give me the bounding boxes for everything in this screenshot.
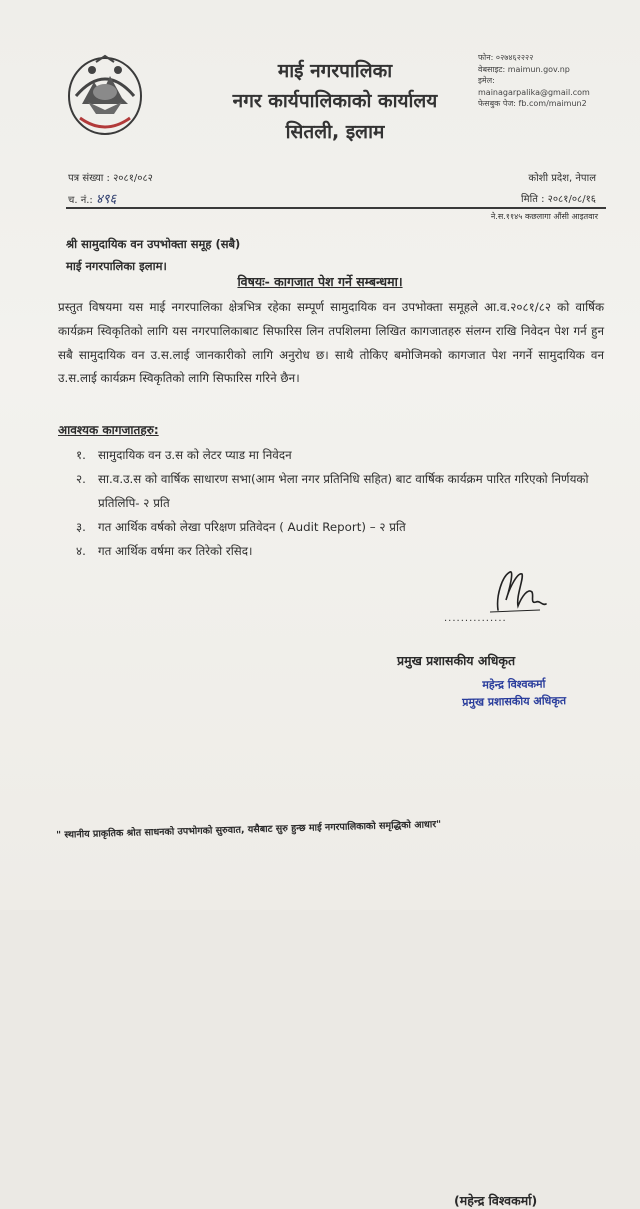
- subject-text: विषयः- कागजात पेश गर्ने सम्बन्धमा।: [237, 274, 403, 289]
- requirements-list: [76, 443, 606, 563]
- stamp-title: प्रमुख प्रशासकीय अधिकृत: [462, 694, 567, 709]
- header-divider: [66, 207, 606, 209]
- recipient-line-1: श्री सामुदायिक वन उपभोक्ता समूह (सबै): [66, 237, 241, 251]
- list-item-text: गत आर्थिक वर्षमा कर तिरेको रसिद।: [98, 544, 253, 558]
- list-item: [76, 443, 606, 467]
- list-item-number: १.: [76, 448, 86, 462]
- list-item: [76, 539, 606, 563]
- office-name: माई नगरपालिका: [277, 60, 393, 82]
- contact-website: वेबसाइट: maimun.gov.np: [478, 64, 570, 74]
- contact-facebook: फेसबुक पेज: fb.com/maimun2: [478, 99, 587, 108]
- official-stamp: [444, 675, 585, 711]
- requirements-heading: आवश्यक कागजातहरु:: [58, 423, 159, 437]
- footer-motto: " स्थानीय प्राकृतिक श्रोत साधनको उपभोगको सुरुवात, यसैबाट सुरु हुन्छ माई नगरपालिकाको समृद्धिको आधार": [55, 819, 442, 841]
- list-item-text: सा.व.उ.स को वार्षिक साधारण सभा(आम भेला नगर प्रतिनिधि सहित) बाट वार्षिक कार्यक्रम पारित गरिएको निर्णयको प्रतिलिपि- २ प्रति: [98, 472, 589, 510]
- office-location: सितली, इलाम: [285, 121, 385, 143]
- office-subtitle: नगर कार्यपालिकाको कार्यालय: [232, 90, 438, 112]
- nepal-emblem-icon: [66, 52, 144, 138]
- letter-meta-right: [521, 168, 596, 210]
- body-paragraph: प्रस्तुत विषयमा यस माई नगरपालिका क्षेत्रभित्र रहेका सम्पूर्ण सामुदायिक वन उपभोक्ता समूहले आ.व.२०८१/८२ को वार्षिक कार्यक्रम स्विकृतिको लागि यस नगरपालिकाबाट सिफारिस लिन तपशिलमा लिखित कागजातहरु संलग्न राखि निवेदन पेश गर्न हुन सबै सामुदायिक वन उ.स.लाई जानकारीको लागि अनुरोध छ। साथै तोकिए बमोजिमको कागजात पेश नगर्ने सामुदायिक वन उ.स.लाई कार्यक्रम स्विकृतिको लागि सिफारिस गरिने छैन।: [58, 300, 604, 386]
- list-item: [76, 467, 606, 515]
- nepal-sambat-date: ने.स.११४५ कछलागा औंसी आइतवार: [490, 212, 598, 221]
- list-item-number: २.: [76, 472, 86, 486]
- contact-email-label: इमेल:: [478, 76, 495, 85]
- letter-number: पत्र संख्या : २०८१/०८२: [68, 173, 153, 184]
- handwritten-signature: [480, 566, 550, 618]
- recipient-line-2: माई नगरपालिका इलाम।: [66, 259, 167, 273]
- dispatch-value: ४९६: [96, 192, 117, 207]
- province: कोशी प्रदेश, नेपाल: [528, 173, 596, 184]
- contact-block: [478, 52, 590, 110]
- subject-line: [0, 271, 640, 290]
- date-value: २०८१/०८/१६: [547, 194, 596, 205]
- date-label: मिति :: [521, 194, 545, 205]
- office-header: [200, 56, 470, 148]
- signer-title: प्रमुख प्रशासकीय अधिकृत: [397, 653, 516, 668]
- signer-name: (महेन्द्र विश्वकर्मा): [454, 1193, 538, 1208]
- list-item-number: ४.: [76, 544, 86, 558]
- letter-meta-left: [68, 168, 153, 211]
- list-item-text: सामुदायिक वन उ.स को लेटर प्याड मा निवेदन: [98, 448, 292, 462]
- list-item-number: ३.: [76, 520, 86, 534]
- list-item-text: गत आर्थिक वर्षको लेखा परिक्षण प्रतिवेदन ( Audit Report) – २ प्रति: [98, 520, 406, 534]
- stamp-name: महेन्द्र विश्वकर्मा: [482, 677, 546, 692]
- dispatch-label: च. नं.:: [68, 195, 93, 206]
- contact-phone: फोन: ०२७४६२२२२: [478, 53, 534, 62]
- contact-email: mainagarpalika@gmail.com: [478, 87, 590, 97]
- signature-dots: ...............: [444, 613, 507, 624]
- list-item: [76, 515, 606, 539]
